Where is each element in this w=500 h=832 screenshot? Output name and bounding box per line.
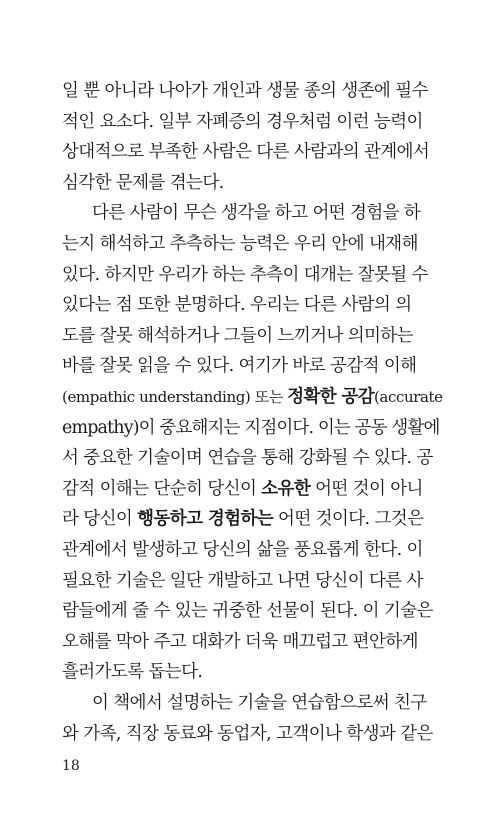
text-line: 흘러가도록 돕는다. <box>62 662 203 683</box>
text-line: 적인 요소다. 일부 자폐증의 경우처럼 이런 능력이 <box>62 111 423 132</box>
text-line-with-emphasis <box>62 384 443 410</box>
bold-term: 소유한 <box>261 478 311 499</box>
text-line: 필요한 기술은 일단 개발하고 나면 당신이 다른 사 <box>62 570 423 591</box>
text-line: 와 가족, 직장 동료와 동업자, 고객이나 학생과 같은 <box>62 723 433 744</box>
page-number: 18 <box>62 758 80 774</box>
bold-term: 행동하고 경험하는 <box>137 509 274 530</box>
bold-term: 정확한 공감 <box>287 387 374 407</box>
text-line: 도를 잘못 해석하거나 그들이 느끼거나 의미하는 <box>62 325 413 346</box>
text-run: (empathic understanding) 또는 <box>62 388 288 406</box>
text-line: 있다는 점 또한 분명하다. 우리는 다른 사람의 의 <box>62 295 412 316</box>
text-line: 람들에게 줄 수 있는 귀중한 선물이 된다. 이 기술은 <box>62 601 433 622</box>
text-run: (accurate <box>373 388 443 406</box>
text-line-with-emphasis <box>62 506 440 532</box>
text-line: empathy)이 중요해지는 지점이다. 이는 공동 생활에 <box>62 417 440 438</box>
text-run: 어떤 것이 아니 <box>310 478 423 499</box>
text-line: 오해를 막아 주고 대화가 더욱 매끄럽고 편안하게 <box>62 631 418 652</box>
text-line: 심각한 문제를 겪는다. <box>62 172 224 193</box>
paragraph-first-line: 다른 사람이 무슨 생각을 하고 어떤 경험을 하 <box>92 203 421 224</box>
text-line: 서 중요한 기술이며 연습을 통해 강화될 수 있다. 공 <box>62 448 433 469</box>
text-run: 라 당신이 <box>62 509 138 530</box>
text-line-with-emphasis <box>62 476 440 502</box>
text-line: 는지 해석하고 추측하는 능력은 우리 안에 내재해 <box>62 234 418 254</box>
text-line: 있다. 하지만 우리가 하는 추측이 대개는 잘못될 수 <box>62 264 428 285</box>
text-run: 감적 이해는 단순히 당신이 <box>62 478 262 499</box>
text-line: 일 뿐 아니라 나아가 개인과 생물 종의 생존에 필수 <box>62 81 428 101</box>
text-line: 바를 잘못 읽을 수 있다. 여기가 바로 공감적 이해 <box>62 356 417 377</box>
text-line: 관계에서 발생하고 당신의 삶을 풍요롭게 한다. 이 <box>62 540 423 560</box>
text-run: 어떤 것이다. 그것은 <box>273 509 424 530</box>
paragraph-first-line: 이 책에서 설명하는 기술을 연습함으로써 친구 <box>92 693 427 713</box>
text-line: 상대적으로 부족한 사람은 다른 사람과의 관계에서 <box>62 142 430 163</box>
